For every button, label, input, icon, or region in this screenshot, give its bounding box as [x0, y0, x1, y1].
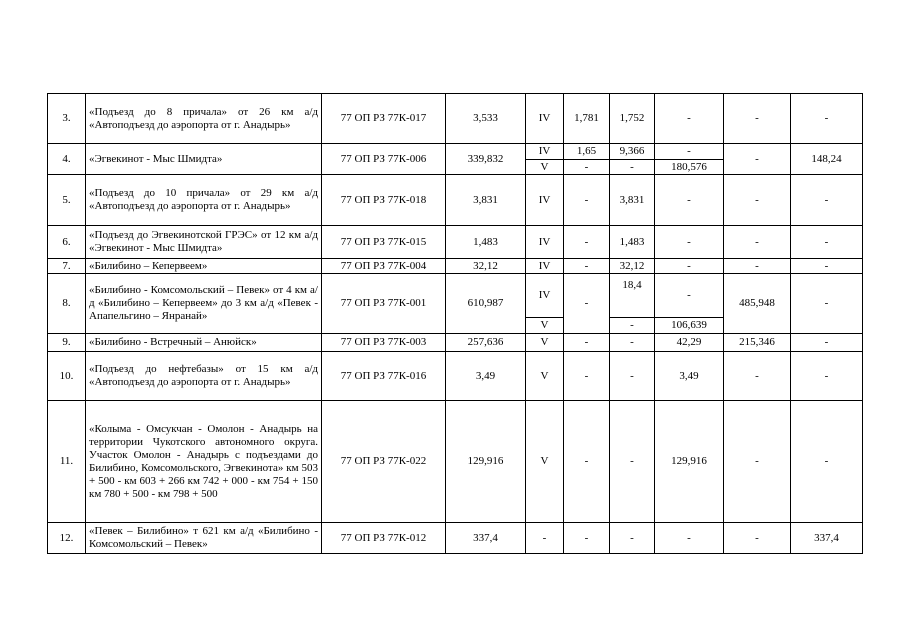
- table-row: [48, 94, 863, 144]
- road-name: «Подъезд до 10 причала» от 29 км а/д «Автоподъезд до аэропорта от г. Анадырь»: [86, 175, 322, 226]
- value-cell: -: [610, 160, 655, 175]
- value-cell: 9,366: [610, 144, 655, 160]
- road-code: 77 ОП РЗ 77К-022: [322, 401, 446, 523]
- road-length-total: 339,832: [446, 144, 526, 175]
- road-code: 77 ОП РЗ 77К-003: [322, 334, 446, 352]
- road-category: V: [526, 352, 564, 401]
- value-cell: -: [564, 401, 610, 523]
- road-length-total: 337,4: [446, 523, 526, 554]
- value-cell: -: [564, 523, 610, 554]
- value-cell: -: [564, 259, 610, 274]
- value-cell: -: [791, 259, 863, 274]
- road-length-total: 3,49: [446, 352, 526, 401]
- value-cell: -: [610, 352, 655, 401]
- road-name: «Певек – Билибино» т 621 км а/д «Билибино - Комсомольский – Певек»: [86, 523, 322, 554]
- value-cell: -: [564, 334, 610, 352]
- table-row: [48, 259, 863, 274]
- value-cell: -: [791, 401, 863, 523]
- value-cell: -: [724, 352, 791, 401]
- road-name: «Подъезд до нефтебазы» от 15 км а/д «Автоподъезд до аэропорта от г. Анадырь»: [86, 352, 322, 401]
- value-cell: -: [724, 259, 791, 274]
- value-cell: 18,4: [610, 274, 655, 318]
- road-category: V: [526, 334, 564, 352]
- table-row: [48, 334, 863, 352]
- row-number: 4.: [48, 144, 86, 175]
- value-cell: -: [791, 274, 863, 334]
- value-cell: -: [564, 175, 610, 226]
- value-cell: 485,948: [724, 274, 791, 334]
- value-cell: 3,831: [610, 175, 655, 226]
- road-name: «Билибино - Комсомольский – Певек» от 4 км а/д «Билибино – Кепервеем» до 3 км а/д «Певек - Апапельгино – Янранай»: [86, 274, 322, 334]
- road-category: IV: [526, 259, 564, 274]
- row-number: 7.: [48, 259, 86, 274]
- road-code: 77 ОП РЗ 77К-016: [322, 352, 446, 401]
- road-name: «Эгвекинот - Мыс Шмидта»: [86, 144, 322, 175]
- value-cell: -: [724, 523, 791, 554]
- road-length-total: 1,483: [446, 226, 526, 259]
- value-cell: -: [655, 259, 724, 274]
- road-category: V: [526, 160, 564, 175]
- value-cell: -: [610, 318, 655, 334]
- table-row: [48, 226, 863, 259]
- row-number: 11.: [48, 401, 86, 523]
- row-number: 8.: [48, 274, 86, 334]
- road-category: IV: [526, 226, 564, 259]
- value-cell: -: [610, 334, 655, 352]
- road-category: -: [526, 523, 564, 554]
- value-cell: -: [655, 144, 724, 160]
- road-name: «Билибино - Встречный – Анюйск»: [86, 334, 322, 352]
- value-cell: 106,639: [655, 318, 724, 334]
- value-cell: -: [791, 352, 863, 401]
- value-cell: -: [564, 160, 610, 175]
- road-length-total: 610,987: [446, 274, 526, 334]
- value-cell: 1,483: [610, 226, 655, 259]
- value-cell: 42,29: [655, 334, 724, 352]
- road-code: 77 ОП РЗ 77К-018: [322, 175, 446, 226]
- table-row: [48, 144, 863, 160]
- row-number: 6.: [48, 226, 86, 259]
- value-cell: 1,752: [610, 94, 655, 144]
- value-cell: 148,24: [791, 144, 863, 175]
- road-name: «Подъезд до Эгвекинотской ГРЭС» от 12 км а/д «Эгвекинот - Мыс Шмидта»: [86, 226, 322, 259]
- road-length-total: 3,533: [446, 94, 526, 144]
- road-code: 77 ОП РЗ 77К-006: [322, 144, 446, 175]
- value-cell: 3,49: [655, 352, 724, 401]
- value-cell: -: [564, 352, 610, 401]
- value-cell: 1,781: [564, 94, 610, 144]
- road-code: 77 ОП РЗ 77К-015: [322, 226, 446, 259]
- value-cell: -: [791, 334, 863, 352]
- value-cell: -: [724, 401, 791, 523]
- value-cell: -: [655, 175, 724, 226]
- row-number: 10.: [48, 352, 86, 401]
- table-row: [48, 274, 863, 318]
- table-row: [48, 352, 863, 401]
- road-length-total: 129,916: [446, 401, 526, 523]
- road-code: 77 ОП РЗ 77К-001: [322, 274, 446, 334]
- road-code: 77 ОП РЗ 77К-017: [322, 94, 446, 144]
- row-number: 5.: [48, 175, 86, 226]
- value-cell: -: [655, 94, 724, 144]
- road-category: IV: [526, 274, 564, 318]
- value-cell: -: [724, 226, 791, 259]
- road-length-total: 257,636: [446, 334, 526, 352]
- value-cell: -: [655, 274, 724, 318]
- row-number: 9.: [48, 334, 86, 352]
- road-length-total: 32,12: [446, 259, 526, 274]
- table-row: [48, 401, 863, 523]
- table-row: [48, 175, 863, 226]
- value-cell: 180,576: [655, 160, 724, 175]
- value-cell: 1,65: [564, 144, 610, 160]
- value-cell: -: [610, 523, 655, 554]
- road-category: V: [526, 401, 564, 523]
- road-code: 77 ОП РЗ 77К-012: [322, 523, 446, 554]
- value-cell: -: [724, 94, 791, 144]
- table-row: [48, 523, 863, 554]
- road-category: IV: [526, 175, 564, 226]
- value-cell: -: [724, 175, 791, 226]
- value-cell: -: [564, 274, 610, 334]
- value-cell: -: [610, 401, 655, 523]
- road-code: 77 ОП РЗ 77К-004: [322, 259, 446, 274]
- road-name: «Билибино – Кепервеем»: [86, 259, 322, 274]
- row-number: 12.: [48, 523, 86, 554]
- road-category: V: [526, 318, 564, 334]
- value-cell: -: [564, 226, 610, 259]
- value-cell: 337,4: [791, 523, 863, 554]
- roads-table: [47, 93, 863, 554]
- road-name: «Колыма - Омсукчан - Омолон - Анадырь на территории Чукотского автономного округа. Участок Омолон - Анадырь с подъездами до Билибино, Комсомольского, Эгвекинота» км 503 + 500 - км 603 + 266 км 742 + 000 - км 754 + 150 км 780 + 500 - км 798 + 500: [86, 401, 322, 523]
- value-cell: 32,12: [610, 259, 655, 274]
- value-cell: -: [655, 226, 724, 259]
- road-length-total: 3,831: [446, 175, 526, 226]
- road-name: «Подъезд до 8 причала» от 26 км а/д «Автоподъезд до аэропорта от г. Анадырь»: [86, 94, 322, 144]
- value-cell: -: [791, 94, 863, 144]
- value-cell: 129,916: [655, 401, 724, 523]
- value-cell: -: [655, 523, 724, 554]
- value-cell: -: [724, 144, 791, 175]
- value-cell: 215,346: [724, 334, 791, 352]
- row-number: 3.: [48, 94, 86, 144]
- value-cell: -: [791, 226, 863, 259]
- road-category: IV: [526, 144, 564, 160]
- value-cell: -: [791, 175, 863, 226]
- road-category: IV: [526, 94, 564, 144]
